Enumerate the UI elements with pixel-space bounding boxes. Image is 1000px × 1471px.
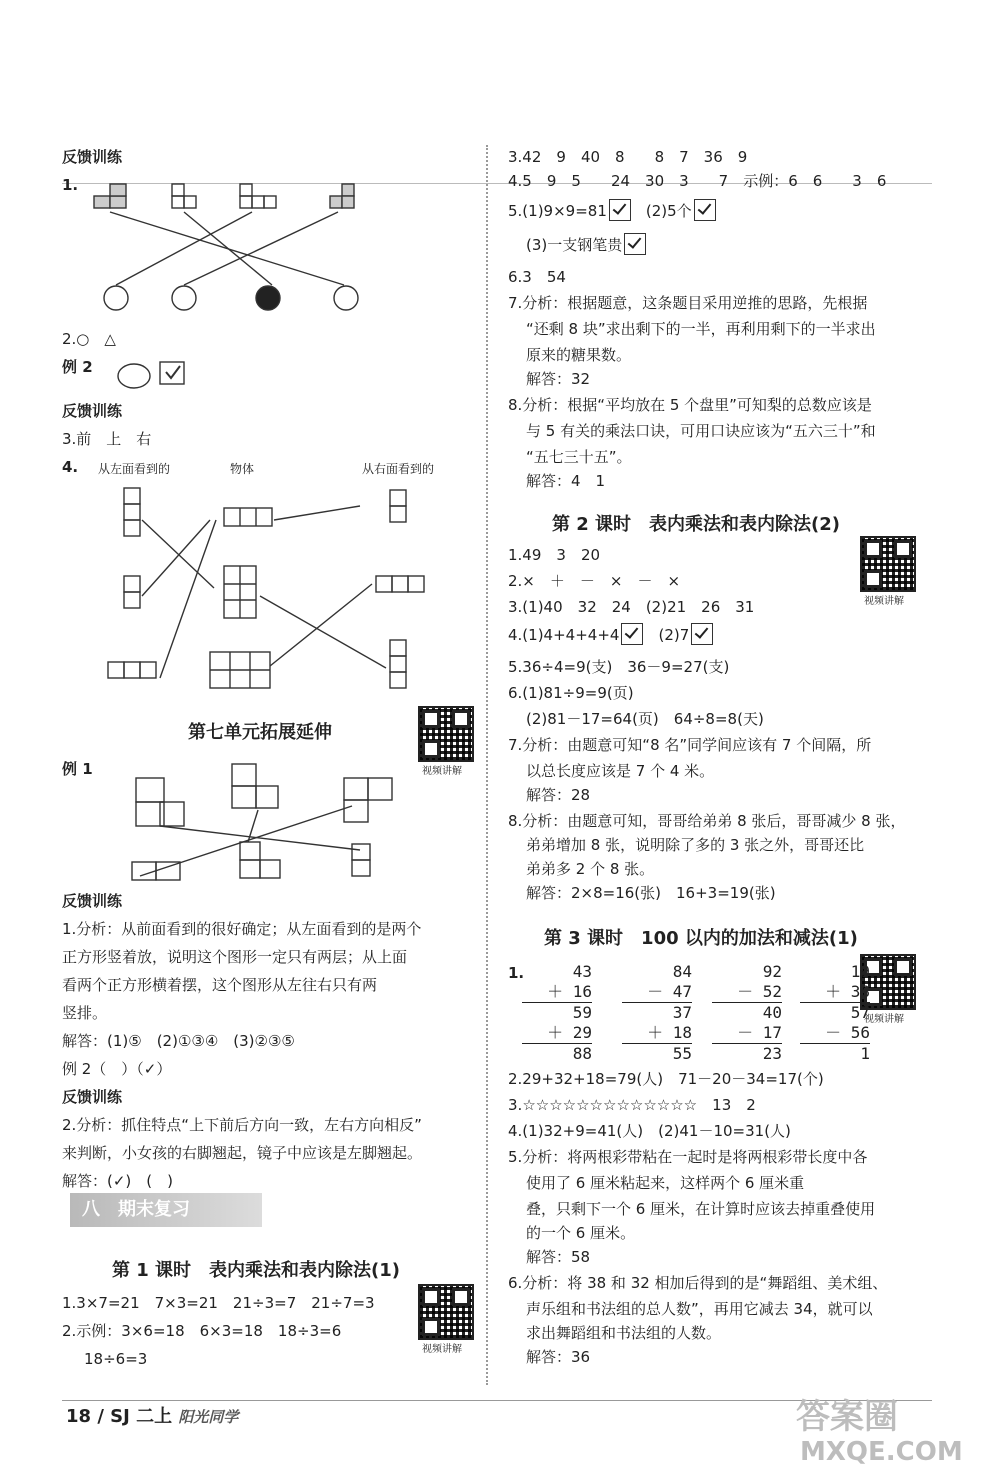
question-4: 4. [62,458,79,476]
example-1-label: 例 1 [62,760,93,778]
view-object-label: 物体 [230,462,255,476]
analysis-7-line: 7.分析：根据题意，这条题目采用逆推的思路，先根据 [508,294,868,312]
calc-row: 1 [860,1044,870,1063]
calc-row: 40 [762,1003,782,1022]
check-box [609,199,631,221]
lesson-1-q2: 2.示例：3×6=18 6×3=18 18÷3=6 [62,1322,342,1340]
lesson-3-q1: 1. [508,964,525,982]
calc-row: － 52 [712,982,782,1003]
lesson-3-q4: 4.(1)32+9=41(人) (2)41－10=31(人) [508,1122,791,1140]
answer-4: 4.5 9 5 24 30 3 7 示例：6 6 3 6 [508,172,887,190]
calc-row: ＋ 16 [522,982,592,1003]
lesson-3-answer-5: 解答：58 [526,1248,591,1266]
calc-row: 19 [850,962,870,981]
analysis-1-line: 正方形竖着放，说明这个图形一定只有两层；从上面 [62,948,408,966]
lesson-3-title: 第 3 课时 100 以内的加法和减法(1) [544,928,858,949]
lesson-3-analysis-6: 6.分析：将 38 和 32 相加后得到的是“舞蹈组、美术组、 [508,1274,888,1292]
lesson-3-analysis-5: 的一个 6 厘米。 [526,1224,636,1242]
lesson-2-q5: 5.36÷4=9(支) 36－9=27(支) [508,658,730,676]
lesson-2-analysis-7: 以总长度应该是 7 个 4 米。 [526,762,715,780]
view-left-label: 从左面看到的 [98,462,171,476]
check-box [694,199,716,221]
analysis-2-line: 2.分析：抓住特点“上下前后方向一致，左右方向相反” [62,1116,422,1134]
qr-code-icon[interactable] [418,1284,474,1340]
calc-row: 88 [572,1044,592,1063]
view-right-label: 从右面看到的 [362,462,435,476]
lesson-3-analysis-5: 使用了 6 厘米粘起来，这样两个 6 厘米重 [526,1174,805,1192]
calc-row: ＋ 29 [522,1023,592,1044]
lesson-2-q6b: (2)81－17=64(页) 64÷8=8(天) [526,710,764,728]
lesson-3-q2: 2.29+32+18=79(人) 71－20－34=17(个) [508,1070,824,1088]
lesson-2-analysis-8: 弟弟增加 8 张，说明除了多的 3 张之外，哥哥还比 [526,836,865,854]
vertical-calc [622,962,692,1064]
calc-row: 43 [572,962,592,981]
lesson-3-q3: 3.☆☆☆☆☆☆☆☆☆☆☆☆☆ 13 2 [508,1096,756,1114]
answer-2: 解答：(✓) ( ) [62,1172,173,1190]
lesson-2-q3: 3.(1)40 32 24 (2)21 26 31 [508,598,755,616]
lesson-3-analysis-5: 叠，只剩下一个 6 厘米，在计算时应该去掉重叠使用 [526,1200,876,1218]
analysis-2-line: 来判断，小女孩的右脚翘起，镜子中应该是左脚翘起。 [62,1144,423,1162]
block-shape [330,184,354,208]
lesson-2-answer-8: 解答：2×8=16(张) 16+3=19(张) [526,884,776,902]
block-shape [172,184,196,208]
answer-1: 解答：(1)⑤ (2)①③④ (3)②③⑤ [62,1032,295,1050]
answer-5c: (3)一支钢笔贵 [526,234,646,257]
feedback-heading: 反馈训练 [62,148,123,166]
vertical-calc [800,962,870,1064]
lesson-2-analysis-8: 弟弟多 2 个 8 张。 [526,860,655,878]
lesson-3-analysis-5: 5.分析：将两根彩带粘在一起时是将两根彩带长度中各 [508,1148,868,1166]
qr-label: 视频讲解 [864,596,904,607]
lesson-2-q4: 4.(1)4+4+4+4 (2)7 [508,624,713,647]
unit7-title: 第七单元拓展延伸 [188,722,332,743]
qr-code-icon[interactable] [418,706,474,762]
block-shape [94,184,126,208]
calc-row: 57 [850,1003,870,1022]
lesson-1-q1: 1.3×7=21 7×3=21 21÷3=7 21÷7=3 [62,1294,375,1312]
example-2b: 例 2（ ）（✓） [62,1060,172,1078]
calc-row: 23 [762,1044,782,1063]
qr-label: 视频讲解 [864,1014,904,1025]
answer-3: 3.42 9 40 8 8 7 36 9 [508,148,748,166]
star-row: ☆☆☆☆☆☆☆☆☆☆☆☆☆ [522,1096,698,1114]
lesson-2-q1: 1.49 3 20 [508,546,601,564]
calc-row: 92 [762,962,782,981]
lesson-1-title: 第 1 课时 表内乘法和表内除法(1) [112,1260,401,1281]
example-2-label: 例 2 [62,358,93,376]
lesson-2-analysis-7: 7.分析：由题意可知“8 名”同学间应该有 7 个间隔，所 [508,736,872,754]
answer-8: 解答：4 1 [526,472,606,490]
analysis-8-line: 8.分析：根据“平均放在 5 个盘里”可知梨的总数应该是 [508,396,872,414]
answer-7: 解答：32 [526,370,591,388]
analysis-1-line: 竖排。 [62,1004,108,1022]
feedback-heading: 反馈训练 [62,892,123,910]
lesson-3-analysis-6: 求出舞蹈组和书法组的人数。 [526,1324,722,1342]
calc-row: － 56 [800,1023,870,1044]
calc-row: － 47 [622,982,692,1003]
unit-8-banner: 八 期末复习 [70,1193,262,1227]
calc-row: － 17 [712,1023,782,1044]
brand-logo: 阳光同学 [178,1408,239,1426]
answer-5a: 5.(1)9×9=81 (2)5个 [508,200,716,223]
calc-row: ＋ 38 [800,982,870,1003]
watermark-url: MXQE.COM [800,1437,963,1467]
lesson-2-answer-7: 解答：28 [526,786,591,804]
answer-6: 6.3 54 [508,268,566,286]
check-box [621,623,643,645]
calc-row: 37 [672,1003,692,1022]
lesson-2-q2: 2.× ＋ － × － × [508,572,681,590]
lesson-2-title: 第 2 课时 表内乘法和表内除法(2) [552,514,841,535]
analysis-7-line: “还剩 8 块”求出剩下的一半，再利用剩下的一半求出 [526,320,876,338]
check-box [691,623,713,645]
lesson-1-q2b: 18÷6=3 [84,1350,148,1368]
calc-row: 59 [572,1003,592,1022]
lesson-3-answer-6: 解答：36 [526,1348,591,1366]
analysis-8-line: 与 5 有关的乘法口诀，可用口诀应该为“五六三十”和 [526,422,876,440]
check-box [624,233,646,255]
feedback-heading: 反馈训练 [62,1088,123,1106]
lesson-2-q6a: 6.(1)81÷9=9(页) [508,684,634,702]
column-divider [486,145,488,1385]
analysis-1-line: 看两个正方形横着摆，这个图形从左往右只有两 [62,976,378,994]
qr-label: 视频讲解 [422,766,462,777]
vertical-calc [522,962,592,1064]
lesson-2-analysis-8: 8.分析：由题意可知，哥哥给弟弟 8 张后，哥哥减少 8 张， [508,812,906,830]
vertical-calc [712,962,782,1064]
calc-row: 55 [672,1044,692,1063]
page-footer [66,1402,238,1428]
feedback-heading: 反馈训练 [62,402,123,420]
lesson-3-analysis-6: 声乐组和书法组的总人数”，再用它减去 34，就可以 [526,1300,873,1318]
block-shape [240,184,276,208]
question-1: 1. [62,176,79,194]
question-2: 2.○ △ [62,330,116,348]
analysis-1-line: 1.分析：从前面看到的很好确定；从左面看到的是两个 [62,920,422,938]
analysis-8-line: “五七三十五”。 [526,448,632,466]
analysis-7-line: 原来的糖果数。 [526,346,632,364]
qr-label: 视频讲解 [422,1344,462,1355]
watermark: 答案圈 [796,1397,898,1437]
calc-row: ＋ 18 [622,1023,692,1044]
qr-code-icon[interactable] [860,536,916,592]
calc-row: 84 [672,962,692,981]
page-number: 18 / SJ 二上 [66,1406,173,1427]
question-3: 3.前 上 右 [62,430,152,448]
